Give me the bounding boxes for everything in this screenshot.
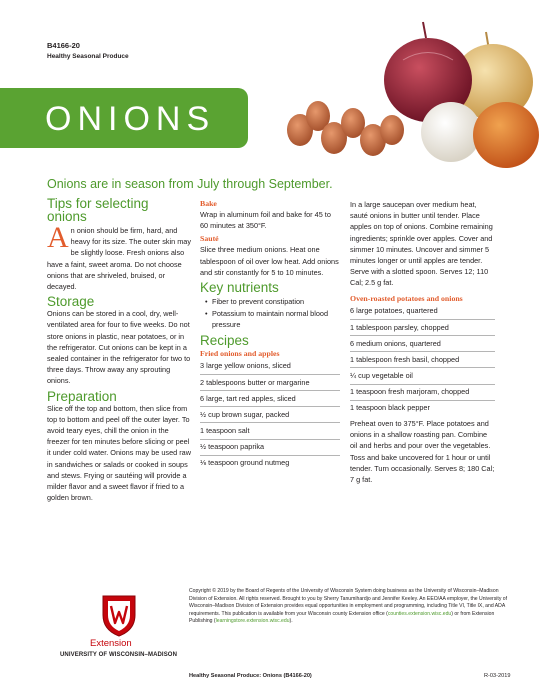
ingredient-item: 1 teaspoon fresh marjoram, chopped (350, 385, 495, 401)
ingredient-item: ½ cup brown sugar, packed (200, 407, 340, 423)
ingredient-item: 3 large yellow onions, sliced (200, 359, 340, 375)
storage-heading: Storage (47, 294, 95, 310)
ingredient-item: 6 large, tart red apples, sliced (200, 391, 340, 407)
recipes-heading: Recipes (200, 332, 249, 348)
copyright-text-b: ) or from Extension Publishing ( (189, 610, 495, 624)
uw-crest-icon (100, 593, 138, 637)
ingredient-item: ¼ cup vegetable oil (350, 368, 495, 384)
fried-recipe-title: Fried onions and apples (200, 348, 280, 358)
preparation-text: Slice off the top and bottom, then slice from top to bottom and peel off the outer layer. To avoid teary eyes, chill the onion in the freezer for ten minutes before slicing or peel it under cold water. Onions may be used raw in sandwiches or salads or cooked in soups and stews. Frying or sautéing will provide a milder flavor and a sweet flavor if fried to a golden brown. (47, 403, 191, 503)
fried-directions: In a large saucepan over medium heat, sauté onions in butter until tender. Place apples on top of onions. Combine remaining ingredients; sprinkle over apples. Cover and simmer 10 minutes. Uncover and simmer 5 minutes longer or until apples are tender. Serve with a slotted spoon. Serves 12; 110 Cal; 2.5 g fat. (350, 200, 493, 288)
footer-publication-title: Healthy Seasonal Produce: Onions (B4166-20) (189, 673, 312, 679)
copyright-text-c: ). (289, 618, 293, 624)
preparation-heading: Preparation (47, 388, 117, 404)
university-name: UNIVERSITY OF WISCONSIN–MADISON (60, 652, 178, 658)
nutrient-item: • Fiber to prevent constipation (205, 296, 340, 307)
nutrient-item: • Potassium to maintain normal blood pressure (205, 308, 340, 330)
ingredient-item: 1 teaspoon black pepper (350, 403, 430, 413)
ingredient-item: 1 tablespoon fresh basil, chopped (350, 352, 495, 368)
roasted-directions: Preheat oven to 375°F. Place potatoes and onions in a shallow roasting pan. Combine oil and herbs and pour over the vegetables. Toss and bake uncovered for 1 hour or until tender. Turn occasionally. Serves 8; 180 Cal; 7 g fat. (350, 418, 495, 484)
counties-link[interactable]: counties.extension.wisc.edu (387, 610, 452, 617)
series-name: Healthy Seasonal Produce (47, 53, 129, 60)
ingredient-item: 1 teaspoon salt (200, 423, 340, 439)
onions-photo (268, 20, 541, 170)
fried-ingredients-list (200, 359, 340, 471)
tips-heading: Tips for selecting onions (47, 196, 149, 224)
copyright-text-a: Copyright © 2019 by the Board of Regents of the University of Wisconsin System doing business as the University of Wisconsin–Madison Division of Extension. All rights reserved. Brought to you by Sherry Tanumihardjo and Jennifer Keeley. An EEO/AA employer, the University of Wisconsin–Madison Division of Extension provides equal opportunities in employment and programming, including Title VI, Title IX, and ADA requirements. This publication is available from your Wisconsin county Extension office ( (189, 588, 508, 617)
storage-text: Onions can be stored in a cool, dry, well-ventilated area for four to five weeks. Do not store onions in plastic, near potatoes, or in the refrigerator. Cut onions can be kept in a sealed container in the refrigerator for two to three days. Throw away any sprouting onions. (47, 309, 191, 386)
extension-wordmark: Extension (90, 638, 132, 649)
drop-cap: A (47, 221, 69, 254)
ingredient-item: ½ teaspoon paprika (200, 440, 340, 456)
footer-date: R-03-2019 (484, 673, 511, 679)
saute-text: Slice three medium onions. Heat one tablespoon of oil over low heat. Add onions and stir constantly for 5 to 10 minutes. (200, 245, 339, 277)
bake-heading: Bake (200, 199, 217, 208)
saute-heading: Sauté (200, 234, 219, 244)
ingredient-item: ⅛ teaspoon ground nutmeg (200, 458, 290, 468)
copyright-notice (189, 588, 515, 626)
season-statement: Onions are in season from July through September. (47, 177, 333, 191)
roasted-recipe-title: Oven-roasted potatoes and onions (350, 293, 463, 303)
learningstore-link[interactable]: learningstore.extension.wisc.edu (215, 618, 290, 624)
bake-text: Wrap in aluminum foil and bake for 45 to 60 minutes at 350°F. (200, 210, 331, 231)
ingredient-item: 6 large potatoes, quartered (350, 304, 495, 320)
ingredient-item: 6 medium onions, quartered (350, 336, 495, 352)
column-1 (47, 197, 192, 503)
column-2 (200, 199, 340, 471)
column-3 (350, 199, 495, 485)
nutrients-heading: Key nutrients (200, 280, 279, 296)
tips-paragraph (47, 221, 192, 292)
ingredient-item: 1 tablespoon parsley, chopped (350, 320, 495, 336)
publication-code: B4166-20 (47, 41, 80, 50)
ingredient-item: 2 tablespoons butter or margarine (200, 375, 340, 391)
tips-text: n onion should be firm, hard, and heavy for its size. The outer skin may be slightly loose. Fresh onions also have a faint, sweet aroma. Do not choose onions that are shriveled, bruised, or decayed. (47, 226, 191, 292)
nutrients-list (205, 296, 340, 331)
page-title: ONIONS (45, 100, 216, 138)
roasted-ingredients-list (350, 304, 495, 416)
